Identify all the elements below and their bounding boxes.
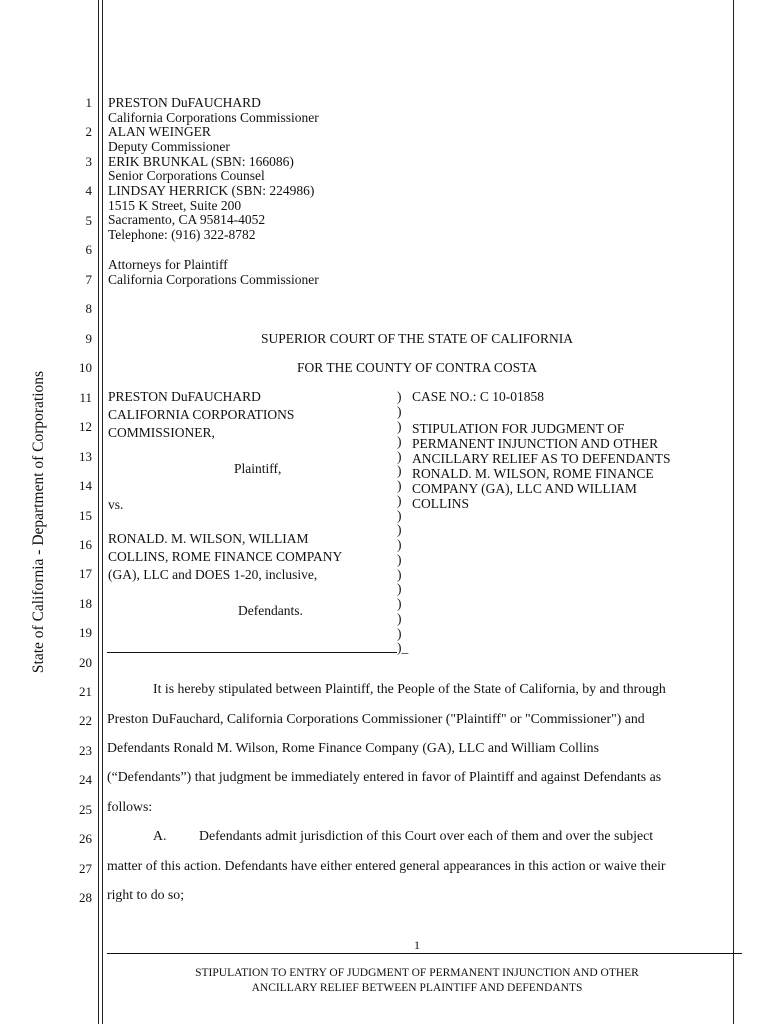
paragraph-a-line: right to do so; xyxy=(107,887,185,902)
line-number: 7 xyxy=(85,272,92,287)
defendants-label: Defendants. xyxy=(238,603,303,618)
body-line: It is hereby stipulated between Plaintiff, the People of the State of California, by and through xyxy=(153,681,666,696)
footer-rule xyxy=(107,953,742,954)
line-number: 1 xyxy=(85,95,92,110)
left-margin-rule-1 xyxy=(98,0,99,1024)
line-number: 28 xyxy=(79,890,92,905)
plaintiff-line: PRESTON DuFAUCHARD xyxy=(108,389,261,404)
paragraph-a-marker: A. xyxy=(153,828,167,843)
attorneys-for-name: California Corporations Commissioner xyxy=(108,272,319,287)
plaintiff-line: COMMISSIONER, xyxy=(108,425,215,440)
document-title-line: RONALD. M. WILSON, ROME FINANCE xyxy=(412,466,654,481)
line-number: 13 xyxy=(79,449,92,464)
header-line: ALAN WEINGER xyxy=(108,124,211,139)
line-number: 6 xyxy=(85,242,92,257)
body-line: follows: xyxy=(107,799,153,814)
vs-label: vs. xyxy=(108,497,124,512)
line-number: 14 xyxy=(79,478,92,493)
line-number: 15 xyxy=(79,508,92,523)
header-line: ERIK BRUNKAL (SBN: 166086) xyxy=(108,154,294,169)
header-line: Telephone: (916) 322-8782 xyxy=(108,227,256,242)
line-number: 26 xyxy=(79,831,92,846)
caption-underline xyxy=(107,652,397,653)
footer-title-line: ANCILLARY RELIEF BETWEEN PLAINTIFF AND DEFENDANTS xyxy=(251,982,583,994)
document-title-line: PERMANENT INJUNCTION AND OTHER xyxy=(412,436,659,451)
body-line: Preston DuFauchard, California Corporations Commissioner ("Plaintiff" or "Commissioner") and xyxy=(107,711,645,726)
line-number: 5 xyxy=(85,213,92,228)
side-label-text: State of California - Department of Corporations xyxy=(30,370,47,674)
paragraph-a-line: Defendants admit jurisdiction of this Court over each of them and over the subject xyxy=(199,828,654,843)
header-line: California Corporations Commissioner xyxy=(108,110,319,125)
document-title-line: COLLINS xyxy=(412,496,469,511)
header-line: LINDSAY HERRICK (SBN: 224986) xyxy=(108,183,315,198)
line-number: 21 xyxy=(79,684,92,699)
line-number: 18 xyxy=(79,596,92,611)
court-name: SUPERIOR COURT OF THE STATE OF CALIFORNIA xyxy=(261,331,573,346)
case-number: CASE NO.: C 10-01858 xyxy=(412,389,545,404)
plaintiff-line: CALIFORNIA CORPORATIONS xyxy=(108,407,295,422)
line-number: 20 xyxy=(79,655,92,670)
plaintiff-label: Plaintiff, xyxy=(234,461,282,476)
court-county: FOR THE COUNTY OF CONTRA COSTA xyxy=(296,360,538,375)
header-line: PRESTON DuFAUCHARD xyxy=(108,95,261,110)
header-line: Sacramento, CA 95814-4052 xyxy=(108,212,266,227)
defendant-line: (GA), LLC and DOES 1-20, inclusive, xyxy=(108,567,318,582)
line-number: 24 xyxy=(79,772,92,787)
line-number: 2 xyxy=(85,124,92,139)
page-number: 1 xyxy=(414,938,420,952)
paragraph-a-line: matter of this action. Defendants have either entered general appearances in this action or waive their xyxy=(107,858,666,873)
header-line: Deputy Commissioner xyxy=(108,139,230,154)
line-number: 25 xyxy=(79,802,92,817)
line-number: 19 xyxy=(79,625,92,640)
line-number: 8 xyxy=(85,301,92,316)
line-number: 3 xyxy=(85,154,92,169)
header-line: 1515 K Street, Suite 200 xyxy=(108,198,242,213)
document-title-line: STIPULATION FOR JUDGMENT OF xyxy=(412,421,625,436)
body-line: Defendants Ronald M. Wilson, Rome Finance Company (GA), LLC and William Collins xyxy=(107,740,599,755)
document-title-line: COMPANY (GA), LLC AND WILLIAM xyxy=(412,481,637,496)
header-line: Senior Corporations Counsel xyxy=(108,168,265,183)
attorneys-for: Attorneys for Plaintiff xyxy=(108,257,228,272)
left-margin-rule-2 xyxy=(102,0,103,1024)
line-number: 10 xyxy=(79,360,92,375)
line-number: 22 xyxy=(79,713,92,728)
document-title-line: ANCILLARY RELIEF AS TO DEFENDANTS xyxy=(412,451,671,466)
right-margin-rule xyxy=(733,0,734,1024)
line-number: 16 xyxy=(79,537,92,552)
line-number: 27 xyxy=(79,861,92,876)
line-number: 9 xyxy=(85,331,92,346)
defendant-line: COLLINS, ROME FINANCE COMPANY xyxy=(108,549,343,564)
line-number: 23 xyxy=(79,743,92,758)
line-number: 12 xyxy=(79,419,92,434)
footer-title-line: STIPULATION TO ENTRY OF JUDGMENT OF PERMANENT INJUNCTION AND OTHER xyxy=(195,967,639,979)
line-number: 11 xyxy=(79,390,92,405)
line-number: 17 xyxy=(79,566,92,581)
body-line: (“Defendants”) that judgment be immediately entered in favor of Plaintiff and against Defendants as xyxy=(107,769,662,784)
defendant-line: RONALD. M. WILSON, WILLIAM xyxy=(108,531,309,546)
line-number: 4 xyxy=(85,183,92,198)
